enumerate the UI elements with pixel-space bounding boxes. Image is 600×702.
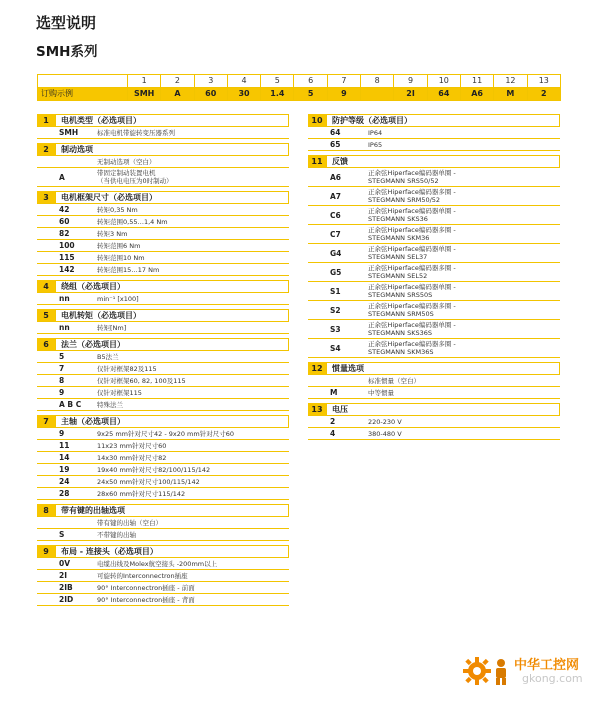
option-code: 28 [59,489,70,498]
option-row [37,351,289,363]
option-row [37,387,289,399]
option-description: 转矩范围0,55…1,4 Nm [97,217,168,226]
option-description: 正余弦Hiperface编码器多圈 - STEGMANN SKM36S [368,340,456,356]
option-description: 19x40 mm针对尺寸82/100/115/142 [97,465,211,474]
option-row [37,582,289,594]
option-code: C7 [330,229,341,239]
option-description: 28x60 mm针对尺寸115/142 [97,489,186,498]
option-description: 标准惯量（空白） [368,376,420,385]
option-code: 64 [330,128,341,137]
option-code: M [330,388,338,397]
option-code: A6 [330,172,342,182]
option-row [37,363,289,375]
option-description: 9x25 mm针对尺寸42 - 9x20 mm针对尺寸60 [97,429,234,438]
section-title: 绕组（必选项目） [55,280,289,292]
option-description: 正余弦Hiperface编码器多圈 - STEGMANN SRM50/52 [368,188,456,204]
option-row [37,127,289,139]
option-row [37,452,289,464]
option-description: 24x50 mm针对尺寸100/115/142 [97,477,200,486]
order-number: 13 [527,75,560,88]
order-number: 11 [460,75,493,88]
order-number: 2 [161,75,194,88]
option-row [37,517,289,529]
option-code: SMH [59,128,79,137]
order-number: 5 [261,75,294,88]
left-options-column [37,114,289,610]
option-section [37,114,289,139]
option-description: 转矩3 Nm [97,229,128,238]
section-number: 9 [37,545,55,557]
order-number: 6 [294,75,327,88]
option-code: S [59,530,65,539]
option-code: 0V [59,559,71,568]
option-section [37,191,289,276]
section-header [308,114,560,127]
option-row [308,187,560,206]
option-row [37,168,289,187]
order-number: 8 [361,75,394,88]
option-section [308,403,560,440]
order-number: 1 [128,75,161,88]
option-description: B5法兰 [97,352,119,361]
option-description: 正余弦Hiperface编码器多圈 - STEGMANN SKM36 [368,226,456,242]
option-code: 14 [59,453,70,462]
page-title: 选型说明 [36,14,97,32]
option-code: 8 [59,376,65,385]
option-description: IP65 [368,140,383,149]
option-description: 可旋转的Interconnectron插座 [97,571,188,580]
option-row [37,156,289,168]
option-description: 转矩[Nm] [97,323,127,332]
option-code: C6 [330,210,341,220]
option-code: 2 [330,417,336,426]
section-number: 13 [308,403,326,415]
section-title: 带有键的出轴选项 [55,504,289,516]
option-section [37,280,289,305]
option-row [308,244,560,263]
option-section [37,338,289,411]
option-row [308,339,560,358]
option-code: 2I [59,571,68,580]
option-row [37,570,289,582]
option-code: 142 [59,265,75,274]
option-code: S2 [330,305,341,315]
section-header [37,191,289,204]
option-description: 正余弦Hiperface编码器单圈 - STEGMANN SRS50/52 [368,169,456,185]
section-header [308,155,560,168]
option-description: 仅针对框架60, 82, 100及115 [97,376,186,385]
option-description: 带固定制动装置电机 （当供电电压为0时制动） [97,169,173,185]
option-description: IP64 [368,128,383,137]
order-code: 30 [227,88,260,101]
option-code: 9 [59,388,65,397]
order-code: A [161,88,194,101]
option-row [37,428,289,440]
option-code: 60 [59,217,70,226]
section-number: 7 [37,415,55,427]
option-row [37,322,289,334]
option-section [37,143,289,187]
order-number: 4 [227,75,260,88]
order-code: 64 [427,88,460,101]
option-description: 带有键的出轴（空白） [97,518,162,527]
gear-logo-icon [462,656,492,686]
option-description: 仅针对框架115 [97,388,142,397]
option-description: 11x23 mm针对尺寸60 [97,441,167,450]
option-description: 正余弦Hiperface编码器多圈 - STEGMANN SEL52 [368,264,456,280]
section-header [37,338,289,351]
option-code: A B C [59,400,82,409]
option-code: S3 [330,324,341,334]
section-title: 电压 [326,403,560,415]
option-code: A7 [330,191,342,201]
order-code-row [38,88,561,101]
order-number: 3 [194,75,227,88]
section-title: 布局 - 连接头（必选项目） [55,545,289,557]
worker-logo-icon [490,658,512,686]
option-code: 4 [330,429,336,438]
option-section [37,415,289,500]
option-row [308,301,560,320]
section-number: 12 [308,362,326,374]
order-code: A6 [460,88,493,101]
order-code: 1.4 [261,88,294,101]
option-code: 7 [59,364,65,373]
watermark-url: gkong.com [522,672,583,685]
section-title: 制动选项 [55,143,289,155]
option-code: G4 [330,248,342,258]
option-description: 转矩范围6 Nm [97,241,141,250]
page-subtitle: SMH系列 [36,44,98,60]
watermark-name: 中华工控网 [514,658,580,673]
option-row [37,375,289,387]
order-number: 12 [494,75,527,88]
option-description: 仅针对框架82及115 [97,364,157,373]
order-number-row [38,75,561,88]
option-code: 100 [59,241,75,250]
option-row [308,387,560,399]
right-options-column [308,114,560,444]
option-description: 标准电机带旋转变压器系列 [97,128,175,137]
option-row [37,440,289,452]
option-description: 转矩0,35 Nm [97,205,138,214]
option-row [308,282,560,301]
option-row [308,206,560,225]
option-code: 19 [59,465,70,474]
section-header [308,403,560,416]
option-code: 42 [59,205,70,214]
order-code: SMH [128,88,161,101]
section-title: 法兰（必选项目） [55,338,289,350]
section-number: 8 [37,504,55,516]
order-example-label: 订购示例 [38,88,128,101]
section-number: 11 [308,155,326,167]
option-description: 正余弦Hiperface编码器单圈 - STEGMANN SKS36S [368,321,456,337]
option-code: A [59,172,65,182]
option-row [37,252,289,264]
option-section [37,309,289,334]
section-header [308,362,560,375]
option-code: nn [59,323,70,332]
option-description: 电缆出线及Molex航空接头 -200mm以上 [97,559,218,568]
option-row [308,168,560,187]
section-header [37,504,289,517]
option-description: 正余弦Hiperface编码器单圈 - STEGMANN SKS36 [368,207,456,223]
option-row [308,428,560,440]
option-code: S1 [330,286,341,296]
option-code: 2IB [59,583,73,592]
order-code [361,88,394,101]
option-code: 82 [59,229,70,238]
option-row [308,320,560,339]
option-row [37,264,289,276]
option-row [37,204,289,216]
option-description: 转矩范围10 Nm [97,253,145,262]
option-code: 65 [330,140,341,149]
section-title: 电机转矩（必选项目） [55,309,289,321]
option-description: 不带键的出轴 [97,530,136,539]
section-header [37,309,289,322]
option-description: 正余弦Hiperface编码器单圈 - STEGMANN SEL37 [368,245,456,261]
order-code: 2 [527,88,560,101]
order-code: 2I [394,88,427,101]
option-row [308,139,560,151]
option-row [37,240,289,252]
order-code: M [494,88,527,101]
option-description: 380-480 V [368,429,402,438]
order-number: 9 [394,75,427,88]
order-example-table [37,74,561,101]
option-code: 5 [59,352,65,361]
section-title: 防护等级（必选项目） [326,114,560,126]
order-code: 9 [327,88,360,101]
option-row [37,594,289,606]
option-code: 2ID [59,595,74,604]
order-code: 5 [294,88,327,101]
option-description: min⁻¹ [x100] [97,294,139,303]
option-code: G5 [330,267,342,277]
option-row [37,529,289,541]
section-title: 电机框架尺寸（必选项目） [55,191,289,203]
option-description: 14x30 mm针对尺寸82 [97,453,167,462]
option-description: 正余弦Hiperface编码器单圈 - STEGMANN SRS50S [368,283,456,299]
section-number: 4 [37,280,55,292]
option-row [308,416,560,428]
option-row [308,127,560,139]
option-row [37,293,289,305]
option-description: 转矩范围15…17 Nm [97,265,160,274]
option-row [37,464,289,476]
option-row [37,228,289,240]
watermark [462,652,592,692]
option-row [308,225,560,244]
section-title: 惯量选项 [326,362,560,374]
option-row [37,488,289,500]
option-description: 正余弦Hiperface编码器多圈 - STEGMANN SRM50S [368,302,456,318]
section-header [37,143,289,156]
option-code: 11 [59,441,70,450]
section-header [37,280,289,293]
option-code: 9 [59,429,65,438]
section-header [37,415,289,428]
option-section [37,504,289,541]
option-code: 24 [59,477,70,486]
order-number: 7 [327,75,360,88]
option-row [37,399,289,411]
option-section [308,155,560,358]
section-title: 电机类型（必选项目） [55,114,289,126]
option-description: 90° Interconnectron插座 - 背面 [97,595,195,604]
option-row [37,558,289,570]
option-description: 220-230 V [368,417,402,426]
section-number: 3 [37,191,55,203]
section-header [37,114,289,127]
section-number: 6 [37,338,55,350]
option-code: 115 [59,253,75,262]
section-header [37,545,289,558]
option-description: 特殊法兰 [97,400,123,409]
option-row [308,263,560,282]
option-section [37,545,289,606]
section-number: 5 [37,309,55,321]
option-code: S4 [330,343,341,353]
order-code: 60 [194,88,227,101]
option-code: nn [59,294,70,303]
order-number: 10 [427,75,460,88]
option-description: 中等惯量 [368,388,394,397]
option-description: 90° Interconnectron插座 - 前面 [97,583,195,592]
order-header-blank [38,75,128,88]
section-number: 10 [308,114,326,126]
section-title: 反馈 [326,155,560,167]
section-number: 2 [37,143,55,155]
option-row [37,216,289,228]
option-row [308,375,560,387]
option-section [308,362,560,399]
section-title: 主轴（必选项目） [55,415,289,427]
option-row [37,476,289,488]
section-number: 1 [37,114,55,126]
option-description: 无制动选项（空白） [97,157,156,166]
option-section [308,114,560,151]
